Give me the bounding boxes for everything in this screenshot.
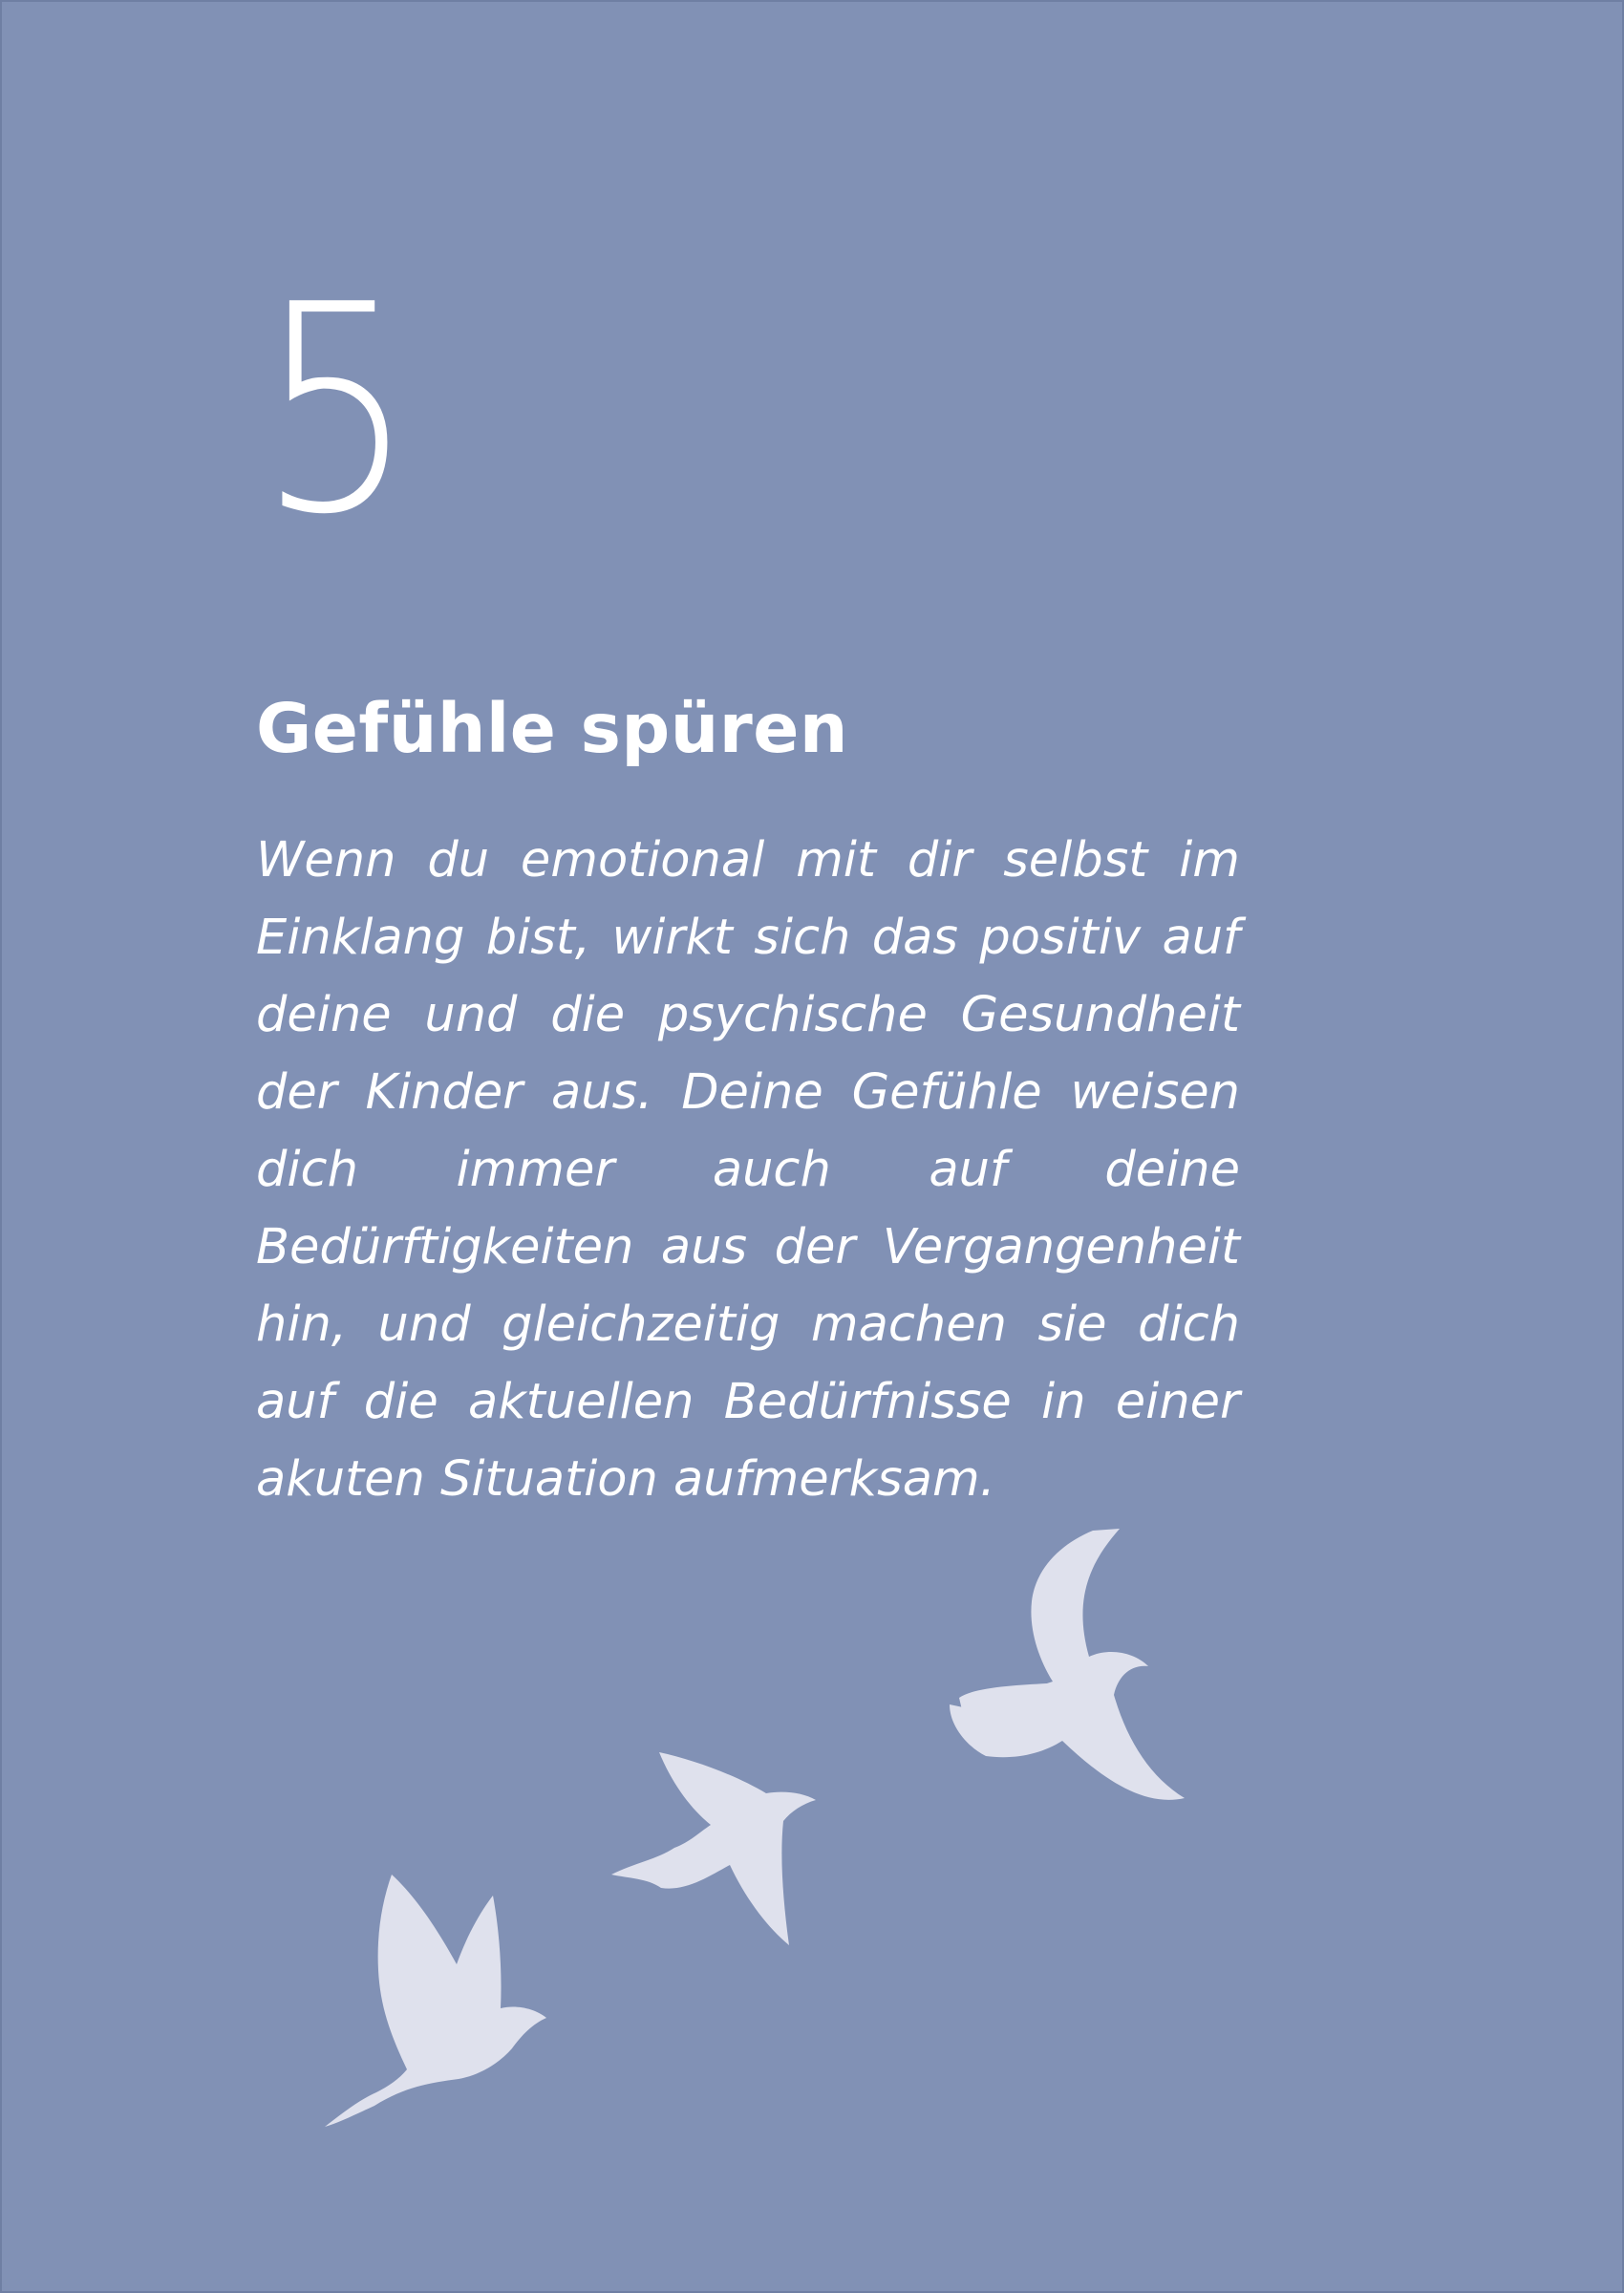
- dove-icon: [611, 1752, 816, 1945]
- chapter-title: Gefühle spüren: [256, 689, 848, 768]
- chapter-body-text: Wenn du emotional mit dir selbst im Einklang bist, wirkt sich das positiv auf deine und die psychische Gesundheit der Kinder aus. Deine Gefühle weisen dich immer auch auf deine Bedürftigkeiten aus der Vergangenheit hin, und gleichzeitig machen sie dich auf die aktuellen Bedürfnisse in einer akuten Situation aufmerksam.: [256, 832, 1240, 1508]
- dove-icon: [325, 1875, 546, 2127]
- chapter-number: 5: [258, 244, 409, 577]
- flying-doves-icon: [317, 1521, 1196, 2132]
- dove-icon: [950, 1529, 1185, 1800]
